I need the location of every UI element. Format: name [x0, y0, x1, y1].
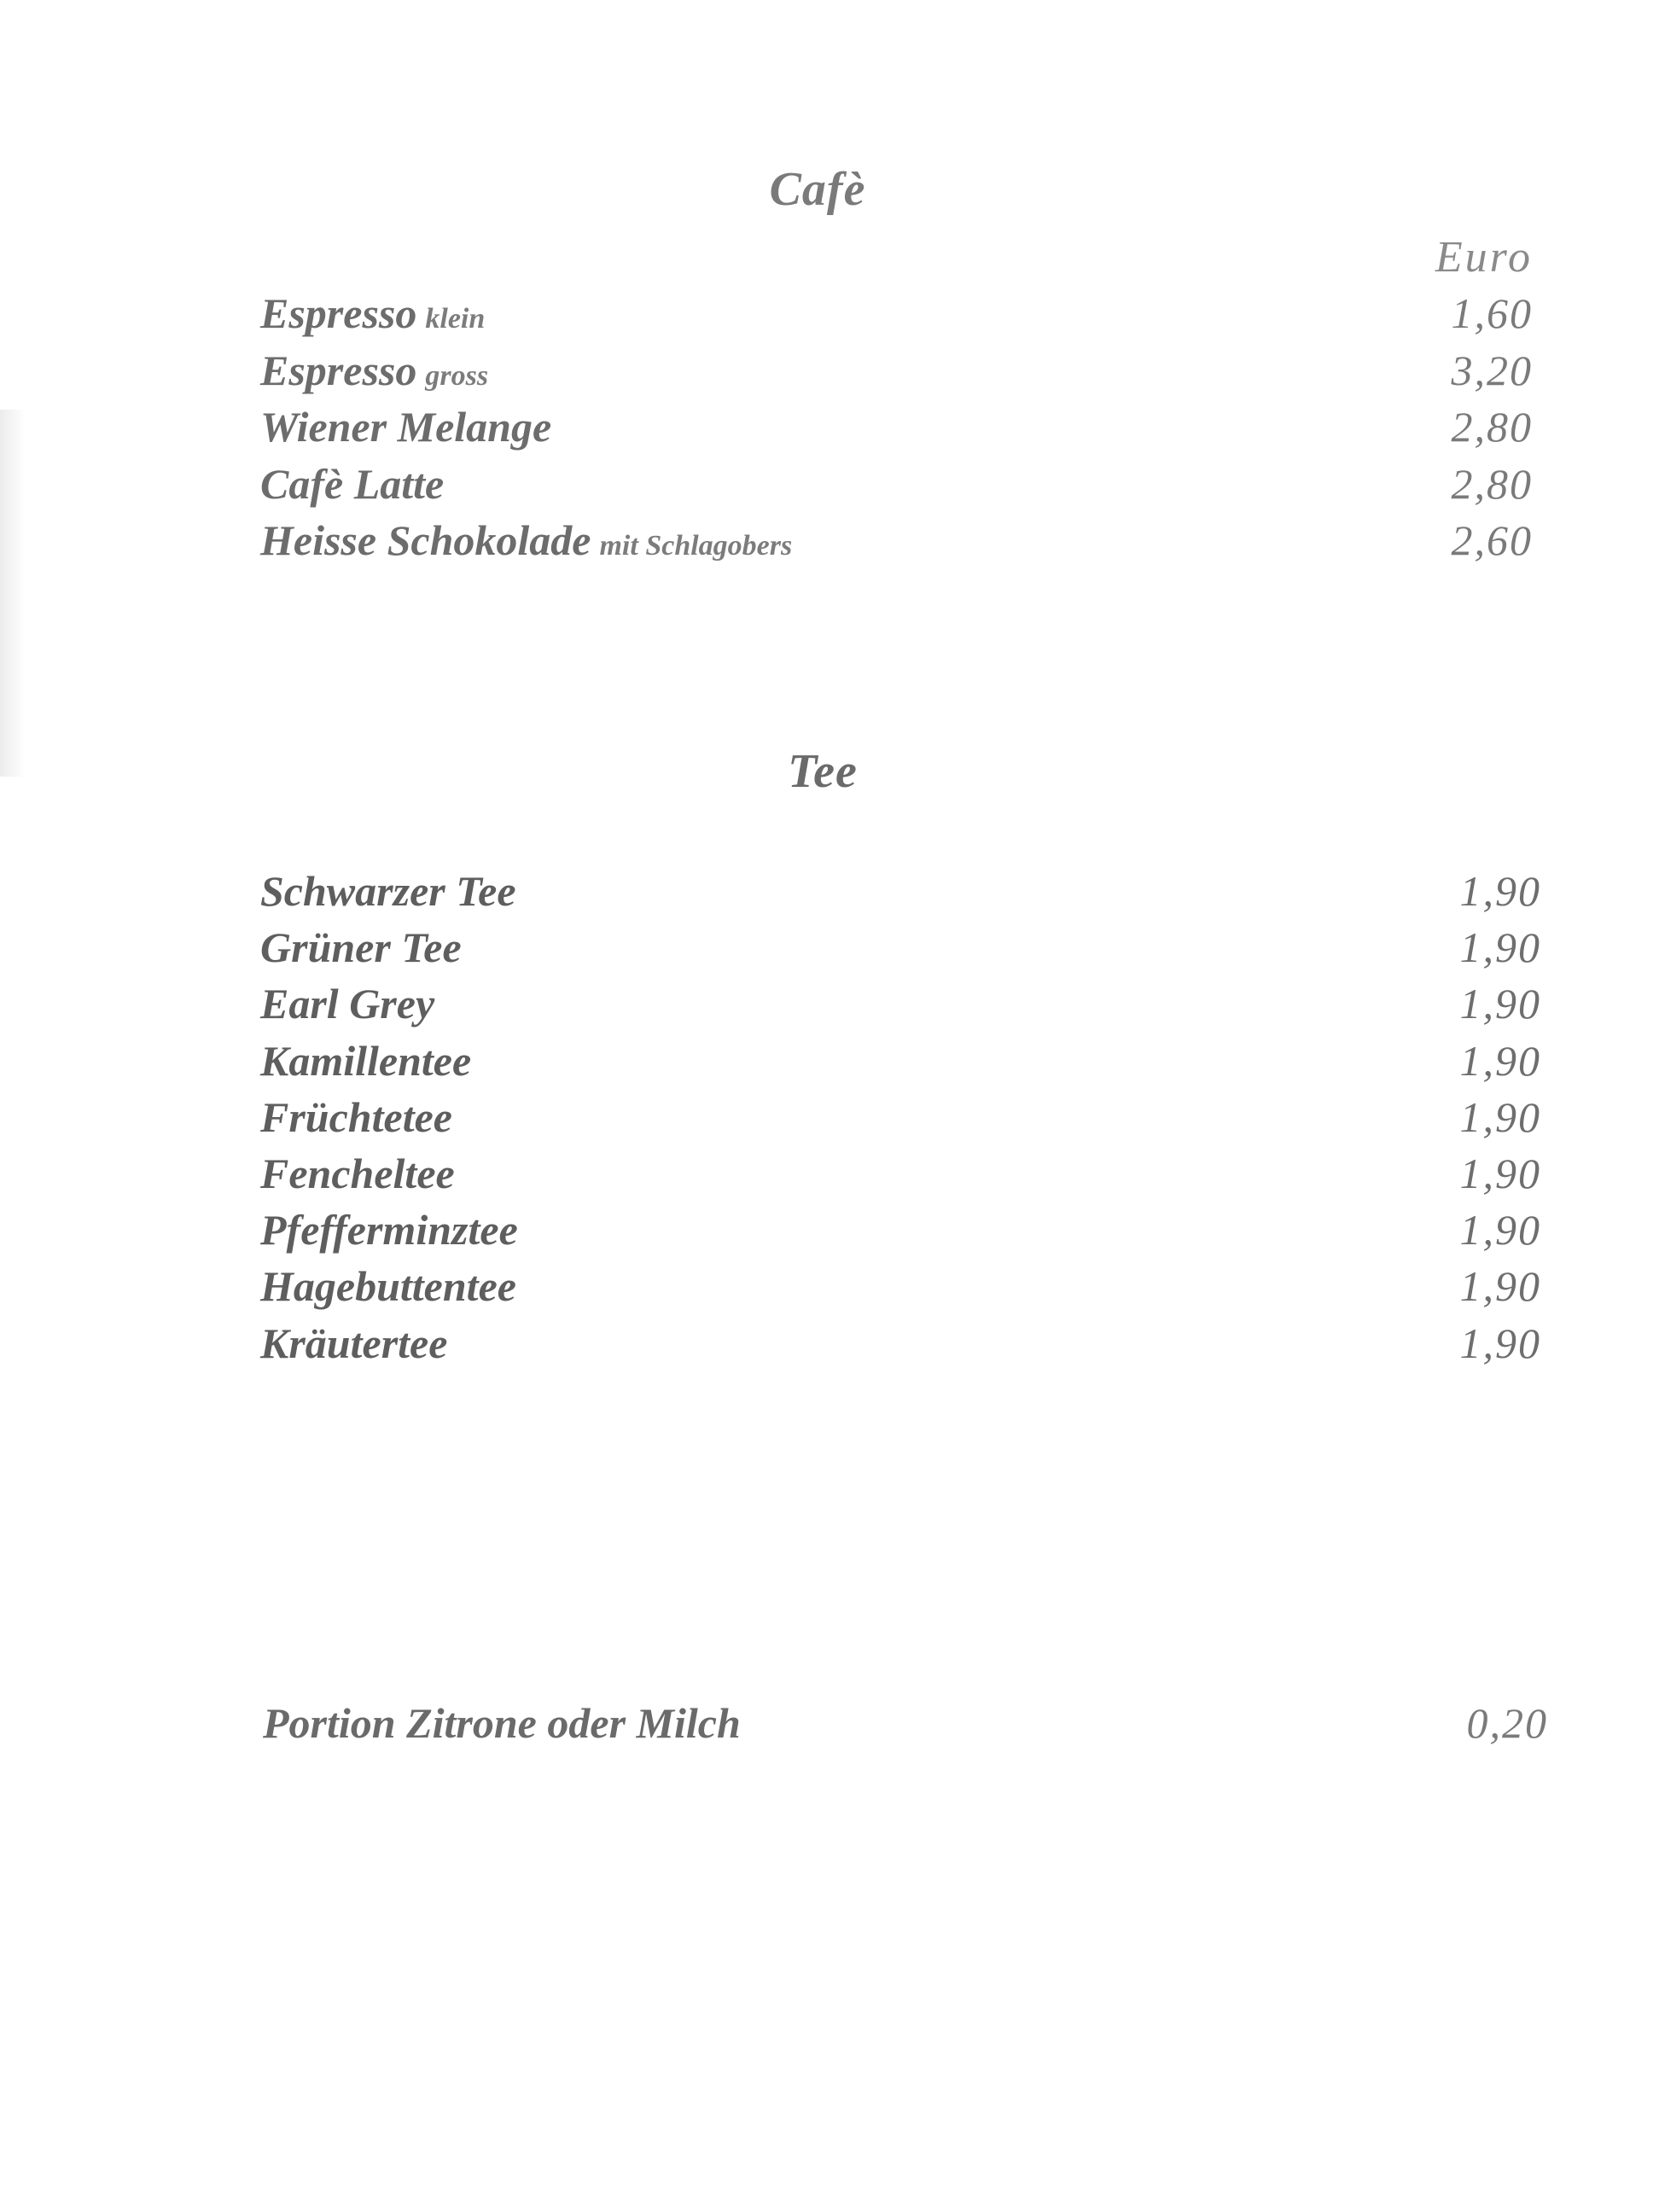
menu-item-name: Pfefferminztee: [260, 1206, 518, 1254]
tee-item-list: [260, 866, 1541, 1375]
menu-item-price: 1,90: [1459, 1262, 1541, 1311]
menu-item-name: Cafè Latte: [260, 459, 445, 508]
menu-item-name: Espresso: [260, 346, 417, 394]
menu-item-price: 1,60: [1451, 289, 1533, 337]
menu-item-name: Espresso: [260, 289, 417, 337]
menu-item-name: Wiener Melange: [260, 403, 552, 451]
menu-item: [260, 288, 1533, 346]
menu-item: [263, 1698, 1548, 1755]
page-edge-shadow: [0, 410, 26, 777]
menu-item: [260, 1092, 1541, 1149]
menu-item-note: mit Schlagobers: [599, 530, 793, 562]
menu-item-name: Grüner Tee: [260, 923, 462, 972]
menu-item: [260, 459, 1533, 516]
menu-item-note: gross: [425, 359, 489, 392]
menu-item: [260, 923, 1541, 979]
menu-item-price: 2,60: [1451, 516, 1533, 564]
menu-item-price: 2,80: [1451, 459, 1533, 508]
menu-item-price: 1,90: [1459, 1318, 1541, 1367]
menu-item-name: Fencheltee: [260, 1149, 455, 1197]
cafe-item-list: [260, 288, 1533, 573]
menu-item-label: [260, 459, 444, 509]
menu-item-price: 1,90: [1459, 980, 1541, 1028]
menu-item-label: [260, 288, 485, 338]
menu-item: [260, 1036, 1541, 1092]
menu-item-name: Kamillentee: [260, 1036, 472, 1085]
menu-item-label: [260, 402, 551, 451]
menu-item: [260, 866, 1541, 923]
menu-item-name: Hagebuttentee: [260, 1262, 516, 1311]
menu-item: [260, 1149, 1541, 1205]
menu-item-name: Earl Grey: [260, 980, 435, 1028]
tee-section-title: Tee: [788, 745, 858, 798]
extra-item-list: [263, 1698, 1548, 1755]
menu-item-name: Heisse Schokolade: [260, 516, 591, 564]
menu-item-price: 2,80: [1451, 403, 1533, 451]
menu-item-note: klein: [425, 303, 486, 335]
menu-item-name: Früchtetee: [260, 1092, 452, 1141]
menu-item-price: 1,90: [1459, 1149, 1541, 1197]
menu-item-price: 1,90: [1459, 923, 1541, 972]
menu-item: [260, 979, 1541, 1035]
menu-item-price: 0,20: [1466, 1699, 1548, 1747]
menu-item-name: Kräutertee: [260, 1318, 448, 1367]
menu-item-label: [260, 346, 488, 395]
menu-item-label: [260, 515, 792, 565]
cafe-section-title: Cafè: [769, 163, 866, 216]
menu-item: [260, 1205, 1541, 1261]
menu-item-price: 3,20: [1451, 346, 1533, 394]
menu-item-name: Schwarzer Tee: [260, 867, 516, 915]
menu-item-price: 1,90: [1459, 867, 1541, 915]
menu-item: [260, 515, 1533, 573]
menu-item: [260, 1318, 1541, 1375]
currency-label: Euro: [1435, 233, 1533, 282]
menu-item: [260, 346, 1533, 403]
menu-item-name: Portion Zitrone oder Milch: [263, 1699, 741, 1747]
menu-item-price: 1,90: [1459, 1036, 1541, 1085]
menu-item: [260, 1261, 1541, 1318]
menu-item: [260, 402, 1533, 459]
menu-item-price: 1,90: [1459, 1206, 1541, 1254]
menu-item-price: 1,90: [1459, 1092, 1541, 1141]
